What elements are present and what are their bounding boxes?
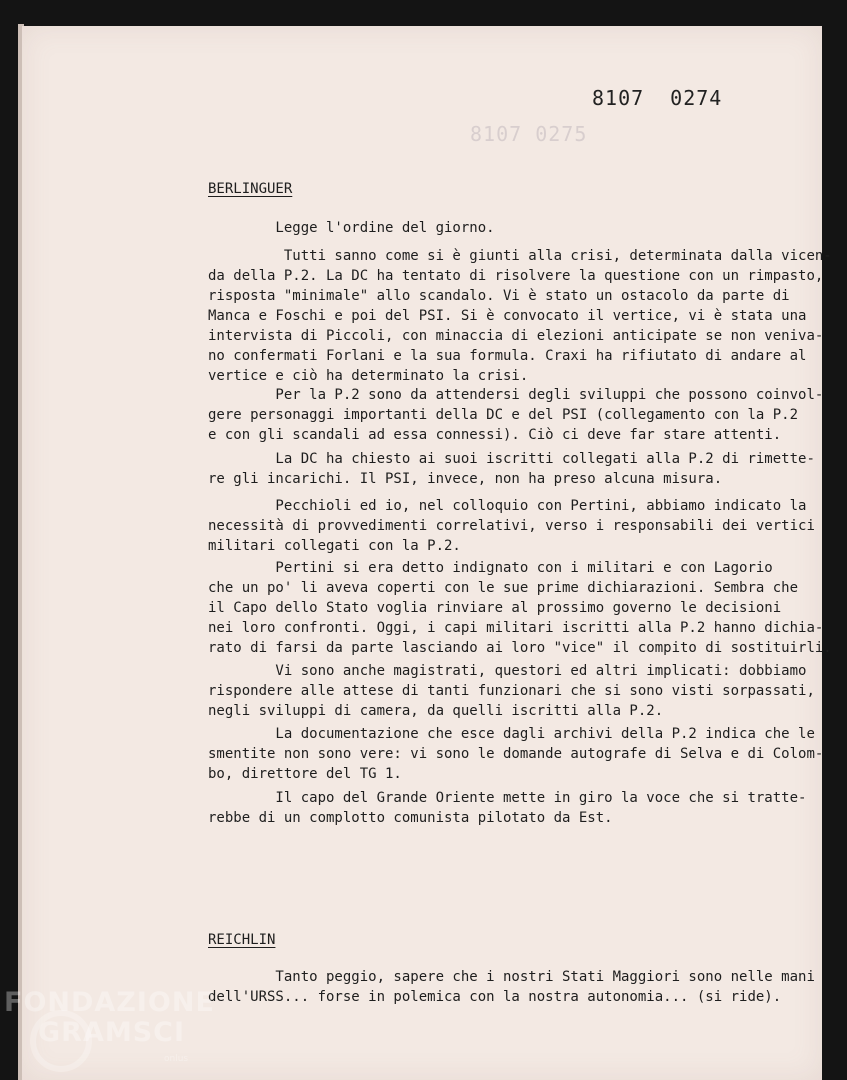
page-number-sheet: 0274 (670, 86, 723, 110)
paragraph: Il capo del Grande Oriente mette in giro la voce che si tratte- rebbe di un complotto comunista pilotato da Est. (208, 790, 807, 826)
page-number-series: 8107 (592, 86, 645, 110)
bleed-through-page-number: 8107 0275 (470, 122, 588, 146)
paragraph: Pecchioli ed io, nel colloquio con Pertini, abbiamo indicato necessità di provvedimenti correlativi, verso i responsabili dei vertici militari collegati con la P.2. (208, 498, 815, 554)
paragraph: Tanto peggio, sapere che i nostri Stati Maggiori sono nelle mani dell'URSS... forse in polemica con la nostra autonomia... (si ride). (208, 969, 815, 1005)
watermark (4, 988, 215, 1074)
paragraph: La documentazione che esce dagli archivi della P.2 indica che smentite non sono vere: vi sono le domande autografe di Selva e di Colom- bo, direttore del TG 1. (208, 726, 824, 782)
paragraph: Tutti sanno come si è giunti alla crisi, determinata dalla da della P.2. La DC ha tentato di risolvere la questione con un rimpasto, risposta "minimale" allo scandalo. Vi è stato un ostacolo da parte di Manca e Foschi e poi del PSI. Si è convocato il vertice, vi è stata una intervista di Piccoli, con minaccia di elezioni anticipate se non veniva- no confermati Forlani e la sua formula. Craxi ha rifiutato di andare vertice e ciò ha determinato la crisi. (208, 248, 824, 384)
paragraph: Pertini si era detto indignato con i militari e con Lagorio che un po' li aveva coperti con le sue prime dichiarazioni. Sembra che il Capo dello Stato voglia rinviare al prossimo governo le decisioni nei loro confronti. Oggi, i capi militari iscritti alla P.2 hanno dichia- rato di farsi da parte lasciando ai loro "vice" il compito di sostituirli. (208, 560, 832, 656)
watermark-line2: GRAMSCI (38, 1017, 186, 1048)
paragraph: La DC ha chiesto ai suoi iscritti collegati alla P.2 di rimette- re gli incarichi. Il PSI, invece, non ha preso alcuna misura. (208, 451, 815, 487)
paragraph: Per la P.2 sono da attendersi degli sviluppi che possono coinvol- gere personaggi importanti della DC e del PSI (collegamento con la P.2 e con gli scandali ad essa connessi). Ciò ci deve far stare attenti. (208, 387, 824, 443)
page-number (592, 86, 722, 110)
paragraph: Legge l'ordine del giorno. (208, 220, 495, 236)
watermark-line1: FONDAZIONE (4, 987, 215, 1018)
watermark-line3: onlus (164, 1054, 189, 1064)
paragraph: Vi sono anche magistrati, questori ed altri implicati: dobbiamo rispondere alle attese di tanti funzionari che si sono visti sorpassati, negli sviluppi di camera, da quelli iscritti alla P.2. (208, 663, 815, 719)
speaker-heading-berlinguer: BERLINGUER (208, 181, 293, 197)
speaker-heading-reichlin: REICHLIN (208, 932, 276, 948)
